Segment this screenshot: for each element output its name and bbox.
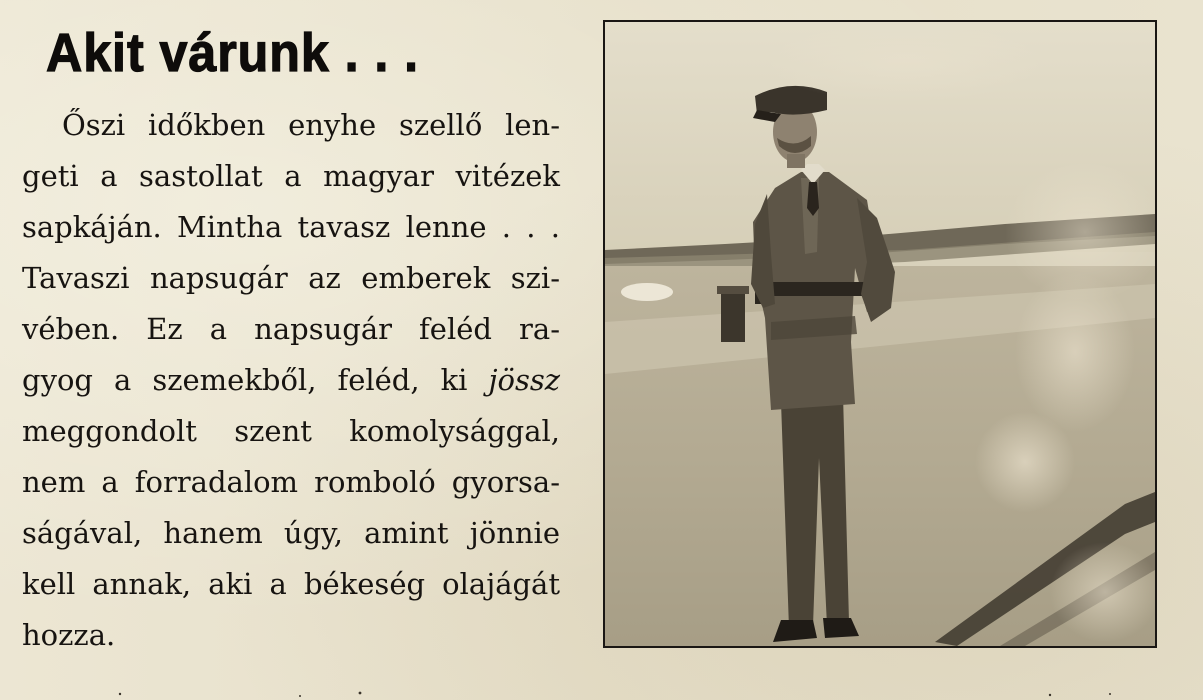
article-line-with-emphasis <box>22 355 560 406</box>
article-line: sapkáján. Mintha tavasz lenne . . . <box>22 210 560 244</box>
article-line: Tavaszi napsugár az emberek szi- <box>22 261 560 295</box>
article-line-text: gyog a szemekből, feléd, ki <box>22 363 468 397</box>
photograph-image <box>605 22 1155 646</box>
article-line: kell annak, aki a békeség olajágát <box>22 567 560 601</box>
article-line: nem a forradalom romboló gyorsa- <box>22 465 560 499</box>
article-line: vében. Ez a napsugár feléd ra- <box>22 312 560 346</box>
distant-object <box>621 283 673 301</box>
stand-post <box>721 290 745 342</box>
print-specks <box>0 688 1203 700</box>
article-line: Őszi időkben enyhe szellő len- <box>62 108 560 142</box>
photograph <box>603 20 1157 648</box>
article-line: meggondolt szent komolysággal, <box>22 414 560 448</box>
article-line: hozza. <box>22 618 116 652</box>
article-line: geti a sastollat a magyar vitézek <box>22 159 560 193</box>
article-line: ságával, hanem úgy, amint jönnie <box>22 516 560 550</box>
article-body <box>22 100 560 661</box>
article-title: Akit várunk . . . <box>46 23 420 83</box>
emphasized-word: jössz <box>488 363 561 397</box>
